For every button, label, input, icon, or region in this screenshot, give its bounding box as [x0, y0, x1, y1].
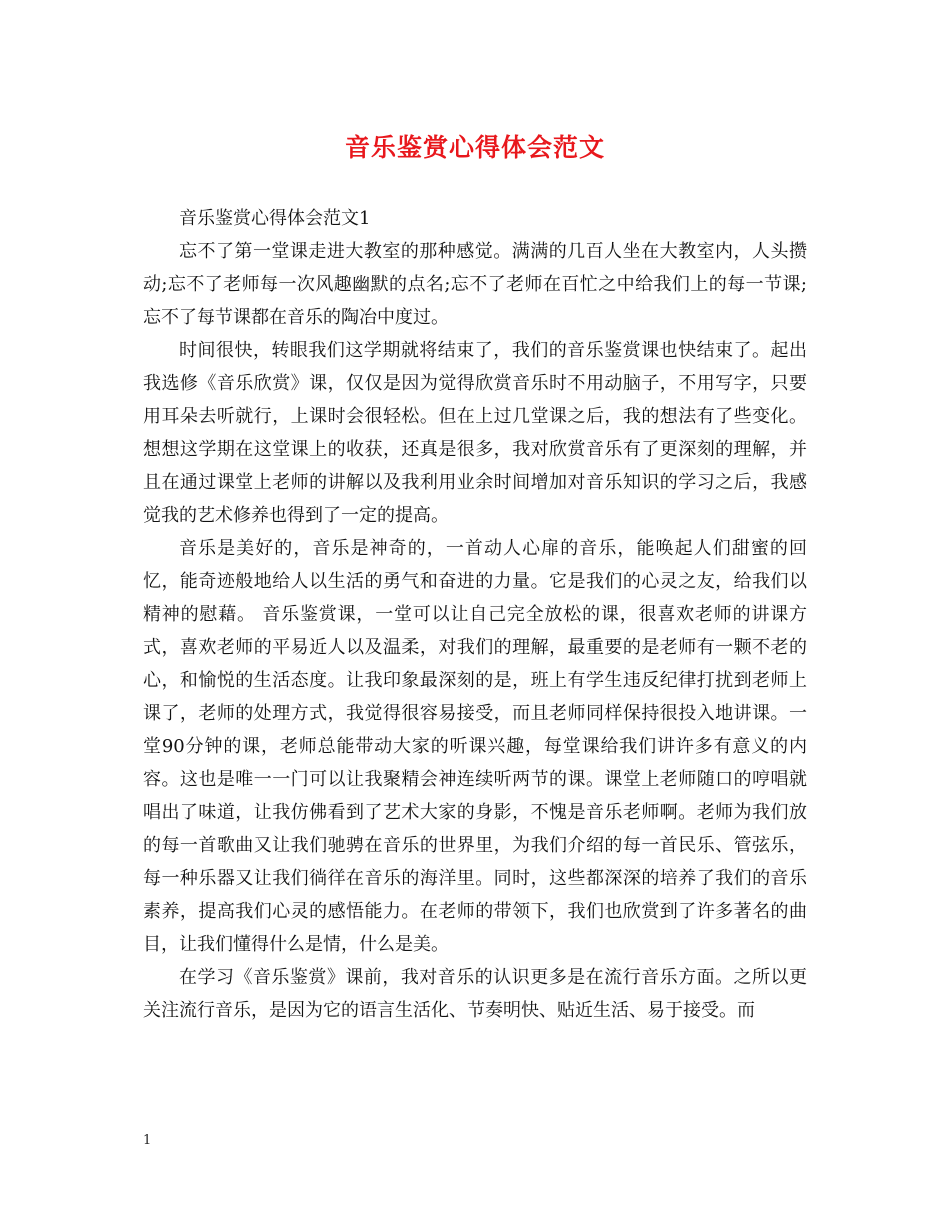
paragraph: 时间很快，转眼我们这学期就将结束了，我们的音乐鉴赏课也快结束了。起出我选修《音乐欣赏》课，仅仅是因为觉得欣赏音乐时不用动脑子，不用写字，只要用耳朵去听就行，上课时会很轻松。但在上过几堂课之后，我的想法有了些变化。想想这学期在这堂课上的收获，还真是很多，我对欣赏音乐有了更深刻的理解，并且在通过课堂上老师的讲解以及我利用业余时间增加对音乐知识的学习之后，我感觉我的艺术修养也得到了一定的提高。 — [143, 340, 807, 526]
page-number: 1 — [143, 1133, 152, 1148]
section-heading: 音乐鉴赏心得体会范文1 — [179, 208, 371, 229]
paragraph: 音乐是美好的，音乐是神奇的，一首动人心扉的音乐，能唤起人们甜蜜的回忆，能奇迹般地给人以生活的勇气和奋进的力量。它是我们的心灵之友，给我们以精神的慰藉。 音乐鉴赏课，一堂可以让自己完全放松的课，很喜欢老师的讲课方式，喜欢老师的平易近人以及温柔，对我们的理解，最重要的是老师有一颗不老的心，和愉悦的生活态度。让我印象最深刻的是，班上有学生违反纪律打扰到老师上课了，老师的处理方式，我觉得很容易接受，而且老师同样保持很投入地讲课。一堂90分钟的课，老师总能带动大家的听课兴趣，每堂课给我们讲许多有意义的内容。这也是唯一一门可以让我聚精会神连续听两节的课。课堂上老师随口的哼唱就唱出了味道，让我仿佛看到了艺术大家的身影，不愧是音乐老师啊。老师为我们放的每一首歌曲又让我们驰骋在音乐的世界里，为我们介绍的每一首民乐、管弦乐，每一种乐器又让我们徜徉在音乐的海洋里。同时，这些都深深的培养了我们的音乐素养，提高我们心灵的感悟能力。在老师的带领下，我们也欣赏到了许多著名的曲目，让我们懂得什么是情，什么是美。 — [143, 538, 807, 955]
document-title: 音乐鉴赏心得体会范文 — [344, 133, 605, 162]
paragraph: 忘不了第一堂课走进大教室的那种感觉。满满的几百人坐在大教室内，人头攒动;忘不了老师每一次风趣幽默的点名;忘不了老师在百忙之中给我们上的每一节课;忘不了每节课都在音乐的陶冶中度过。 — [143, 241, 807, 328]
document-body — [143, 202, 807, 1027]
paragraph: 在学习《音乐鉴赏》课前，我对音乐的认识更多是在流行音乐方面。之所以更关注流行音乐，是因为它的语言生活化、节奏明快、贴近生活、易于接受。而 — [143, 967, 807, 1021]
